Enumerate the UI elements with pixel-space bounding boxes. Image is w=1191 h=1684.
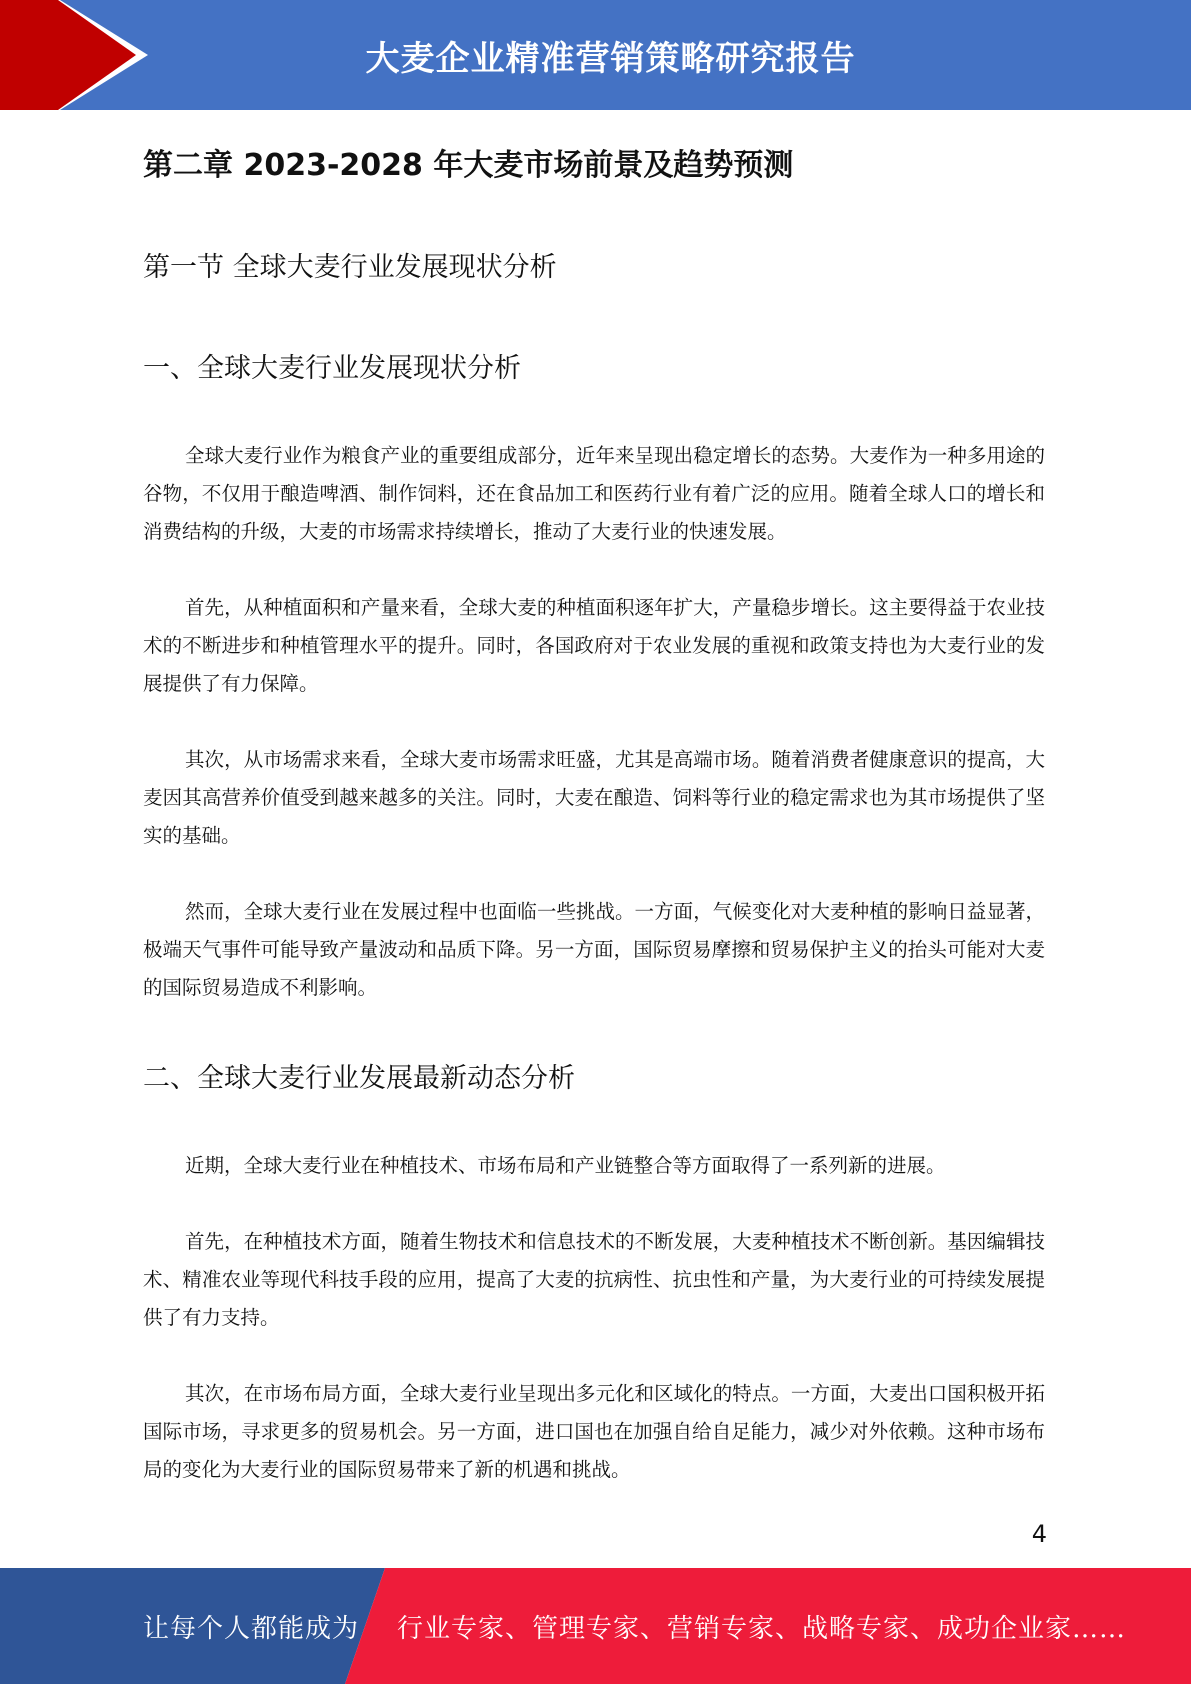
page-number: 4 xyxy=(1031,1520,1047,1548)
footer-slogan-right: 行业专家、管理专家、营销专家、战略专家、成功企业家…… xyxy=(397,1613,1127,1644)
paragraph: 其次，在市场布局方面，全球大麦行业呈现出多元化和区域化的特点。一方面，大麦出口国积极开拓国际市场，寻求更多的贸易机会。另一方面，进口国也在加强自给自足能力，减少对外依赖。这种市场布局的变化为大麦行业的国际贸易带来了新的机遇和挑战。 xyxy=(143,1382,1045,1481)
section-title: 第一节 全球大麦行业发展现状分析 xyxy=(143,252,557,283)
red-chevron-icon xyxy=(0,0,160,110)
paragraph: 其次，从市场需求来看，全球大麦市场需求旺盛，尤其是高端市场。随着消费者健康意识的提高，大麦因其高营养价值受到越来越多的关注。同时，大麦在酿造、饲料等行业的稳定需求也为其市场提供了坚实的基础。 xyxy=(143,748,1045,847)
paragraph: 近期，全球大麦行业在种植技术、市场布局和产业链整合等方面取得了一系列新的进展。 xyxy=(185,1154,946,1177)
subsection-title-2: 二、全球大麦行业发展最新动态分析 xyxy=(143,1063,575,1094)
paragraph: 首先，在种植技术方面，随着生物技术和信息技术的不断发展，大麦种植技术不断创新。基因编辑技术、精准农业等现代科技手段的应用，提高了大麦的抗病性、抗虫性和产量，为大麦行业的可持续发展提供了有力支持。 xyxy=(143,1230,1045,1329)
report-title: 大麦企业精准营销策略研究报告 xyxy=(365,38,856,79)
paragraph: 全球大麦行业作为粮食产业的重要组成部分，近年来呈现出稳定增长的态势。大麦作为一种多用途的谷物，不仅用于酿造啤酒、制作饲料，还在食品加工和医药行业有着广泛的应用。随着全球人口的增长和消费结构的升级，大麦的市场需求持续增长，推动了大麦行业的快速发展。 xyxy=(143,444,1045,543)
paragraph: 然而，全球大麦行业在发展过程中也面临一些挑战。一方面，气候变化对大麦种植的影响日益显著，极端天气事件可能导致产量波动和品质下降。另一方面，国际贸易摩擦和贸易保护主义的抬头可能对大麦的国际贸易造成不利影响。 xyxy=(143,900,1045,999)
subsection-title-1: 一、全球大麦行业发展现状分析 xyxy=(143,353,521,384)
report-header xyxy=(0,0,1191,110)
footer-slogan-left: 让每个人都能成为 xyxy=(143,1613,360,1644)
report-footer xyxy=(0,1568,1191,1684)
chapter-title: 第二章 2023-2028 年大麦市场前景及趋势预测 xyxy=(143,148,794,183)
paragraph: 首先，从种植面积和产量来看，全球大麦的种植面积逐年扩大，产量稳步增长。这主要得益于农业技术的不断进步和种植管理水平的提升。同时，各国政府对于农业发展的重视和政策支持也为大麦行业的发展提供了有力保障。 xyxy=(143,596,1045,695)
